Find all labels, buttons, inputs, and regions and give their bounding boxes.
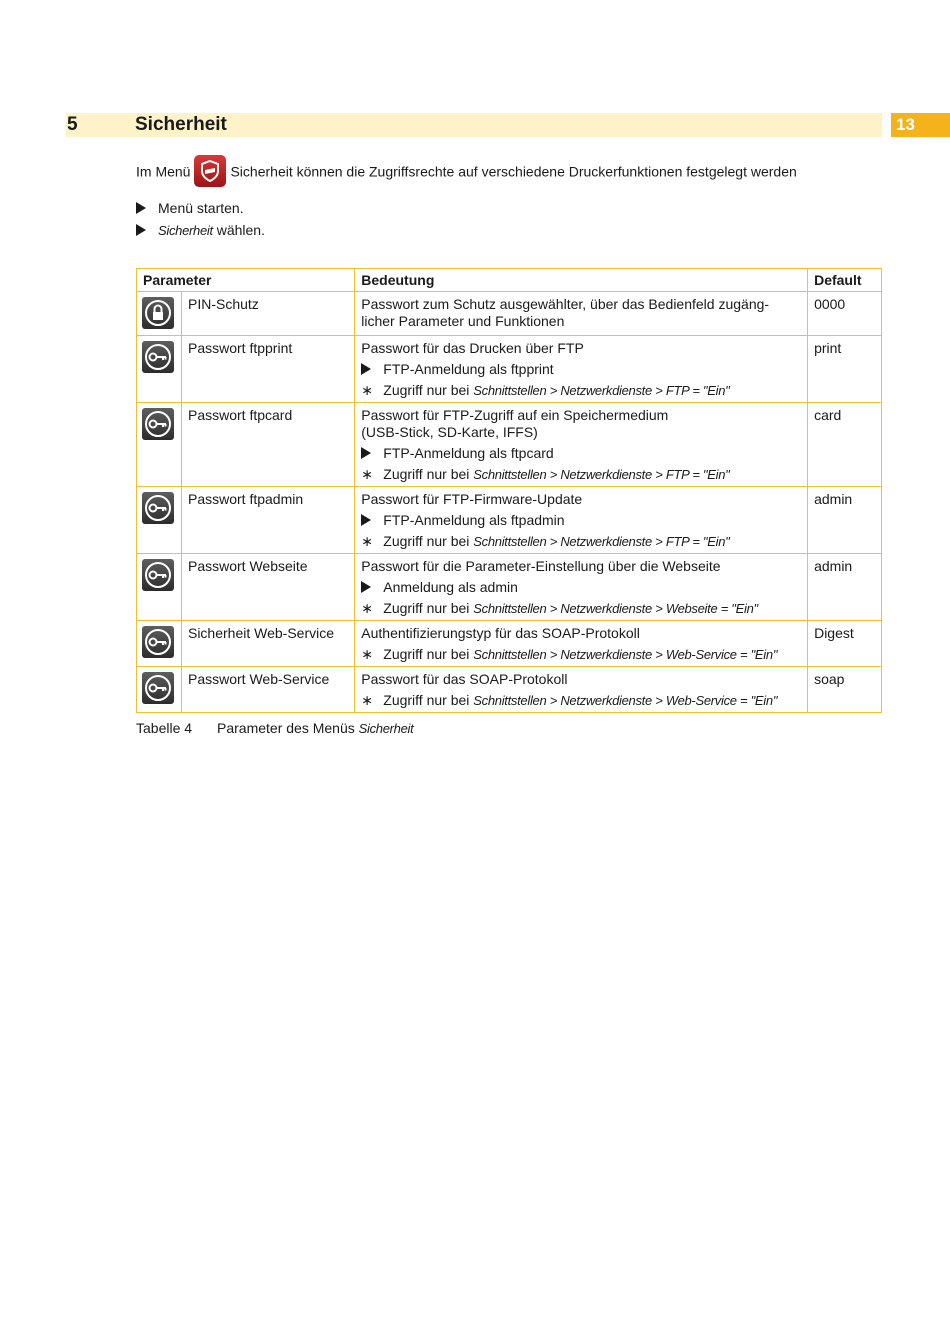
parameter-meaning: Passwort für FTP-Zugriff auf ein Speichermedium (USB-Stick, SD-Karte, IFFS) FTP-Anmeldung als ftpcard ∗ Zugriff nur bei Schnittstellen > Netzwerkdienste > FTP = "Ein" xyxy=(355,403,808,487)
parameter-default: soap xyxy=(808,667,882,713)
key-icon xyxy=(142,408,174,440)
parameter-default: admin xyxy=(808,554,882,621)
key-icon xyxy=(142,559,174,591)
parameter-default: print xyxy=(808,336,882,403)
caption-italic: Sicherheit xyxy=(358,721,414,736)
intro-text-after: Sicherheit können die Zugriffsrechte auf verschiedene Druckerfunktionen festgelegt werden xyxy=(230,163,797,180)
key-icon xyxy=(142,492,174,524)
step-item: Sicherheit wählen. xyxy=(136,222,265,239)
asterisk-icon: ∗ xyxy=(361,600,373,616)
triangle-bullet-icon xyxy=(361,447,371,459)
table-row xyxy=(137,336,882,403)
table-row xyxy=(137,292,882,336)
parameter-meaning: Passwort für FTP-Firmware-Update FTP-Anmeldung als ftpadmin ∗ Zugriff nur bei Schnittstellen > Netzwerkdienste > FTP = "Ein" xyxy=(355,487,808,554)
asterisk-icon: ∗ xyxy=(361,692,373,708)
header-parameter: Parameter xyxy=(137,269,355,292)
caption-text: Parameter des Menüs xyxy=(217,720,359,736)
parameter-name: Passwort Webseite xyxy=(181,554,354,621)
table-row xyxy=(137,621,882,667)
triangle-bullet-icon xyxy=(361,581,371,593)
step-item: Menü starten. xyxy=(136,200,244,217)
key-icon xyxy=(142,672,174,704)
parameter-name: PIN-Schutz xyxy=(181,292,354,336)
triangle-bullet-icon xyxy=(361,363,371,375)
parameter-default: card xyxy=(808,403,882,487)
parameter-name: Passwort Web-Service xyxy=(181,667,354,713)
table-row xyxy=(137,403,882,487)
asterisk-icon: ∗ xyxy=(361,466,373,482)
caption-label: Tabelle 4 xyxy=(136,720,193,736)
parameter-meaning: Passwort für die Parameter-Einstellung über die Webseite Anmeldung als admin ∗ Zugriff nur bei Schnittstellen > Netzwerkdienste > Webseite = "Ein" xyxy=(355,554,808,621)
parameter-name: Passwort ftpprint xyxy=(181,336,354,403)
page-number: 13 xyxy=(896,115,915,134)
parameter-default: Digest xyxy=(808,621,882,667)
parameter-meaning: Passwort für das Drucken über FTP FTP-Anmeldung als ftpprint ∗ Zugriff nur bei Schnittstellen > Netzwerkdienste > FTP = "Ein" xyxy=(355,336,808,403)
parameter-meaning: Passwort zum Schutz ausgewählter, über das Bedienfeld zugäng- licher Parameter und Funktionen xyxy=(355,292,808,336)
chapter-number: 5 xyxy=(67,114,78,135)
parameter-name: Passwort ftpadmin xyxy=(181,487,354,554)
table-caption xyxy=(136,720,413,737)
triangle-bullet-icon xyxy=(361,514,371,526)
asterisk-icon: ∗ xyxy=(361,382,373,398)
triangle-bullet-icon xyxy=(136,224,146,236)
lock-icon xyxy=(142,297,174,329)
table-row xyxy=(137,667,882,713)
asterisk-icon: ∗ xyxy=(361,646,373,662)
parameter-meaning: Passwort für das SOAP-Protokoll ∗ Zugriff nur bei Schnittstellen > Netzwerkdienste > Web-Service = "Ein" xyxy=(355,667,808,713)
parameter-name: Passwort ftpcard xyxy=(181,403,354,487)
parameter-table xyxy=(136,268,882,713)
intro-text-before: Im Menü xyxy=(136,163,191,180)
parameter-default: 0000 xyxy=(808,292,882,336)
key-icon xyxy=(142,341,174,373)
parameter-default: admin xyxy=(808,487,882,554)
parameter-meaning: Authentifizierungstyp für das SOAP-Protokoll ∗ Zugriff nur bei Schnittstellen > Netzwerkdienste > Web-Service = "Ein" xyxy=(355,621,808,667)
shield-icon xyxy=(194,155,226,187)
parameter-name: Sicherheit Web-Service xyxy=(181,621,354,667)
table-header-row xyxy=(137,269,882,292)
key-icon xyxy=(142,626,174,658)
intro-paragraph xyxy=(136,157,797,189)
header-default: Default xyxy=(808,269,882,292)
table-row xyxy=(137,554,882,621)
triangle-bullet-icon xyxy=(136,202,146,214)
chapter-title: Sicherheit xyxy=(135,114,227,135)
header-meaning: Bedeutung xyxy=(355,269,808,292)
asterisk-icon: ∗ xyxy=(361,533,373,549)
table-row xyxy=(137,487,882,554)
